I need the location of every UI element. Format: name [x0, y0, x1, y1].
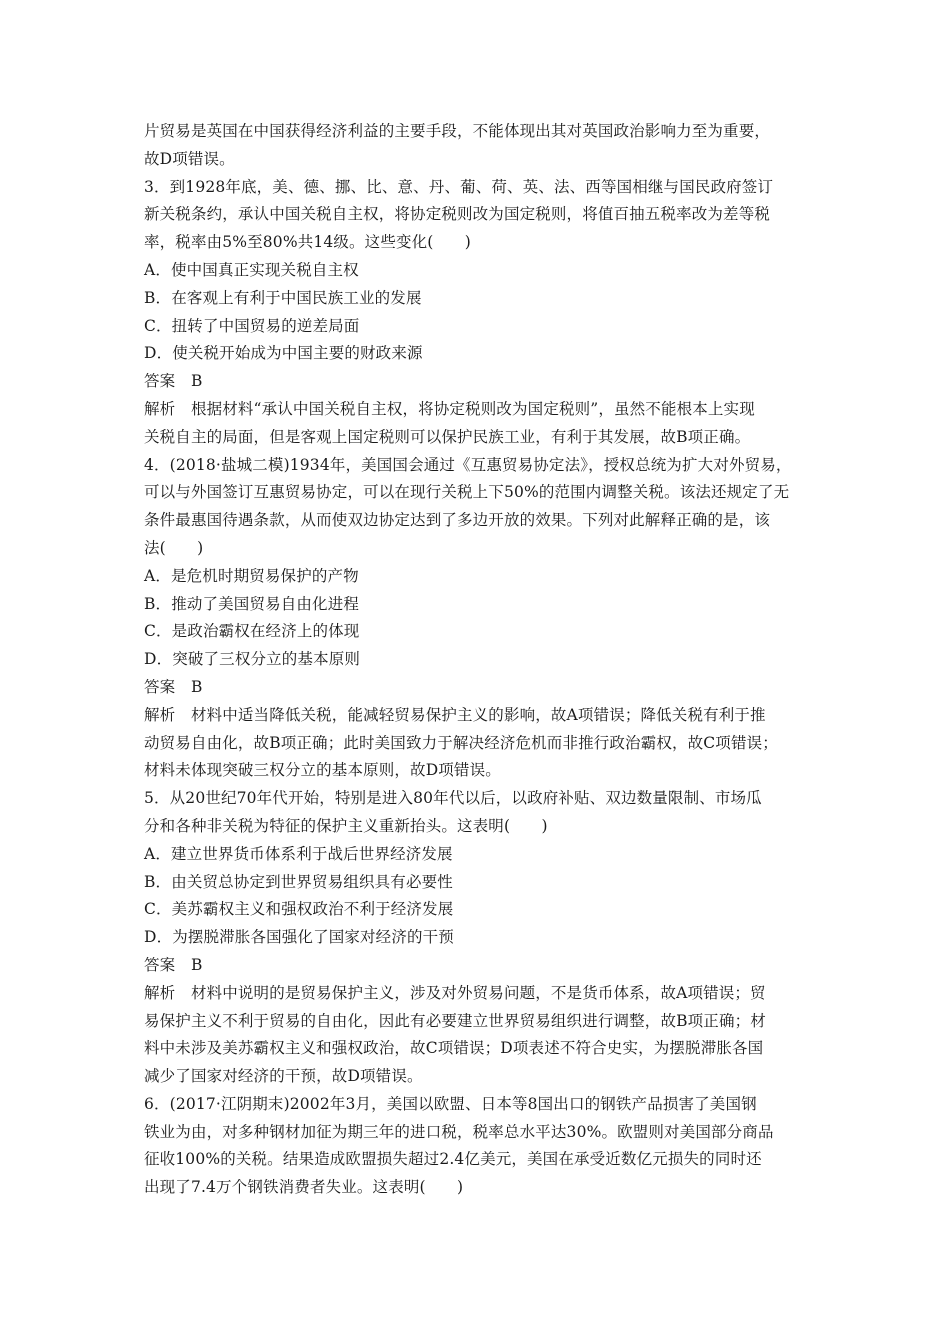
- text-line: 出现了7.4万个钢铁消费者失业。这表明( ): [144, 1178, 464, 1197]
- text-line: 易保护主义不利于贸易的自由化，因此有必要建立世界贸易组织进行调整，故B项正确；材: [144, 1011, 766, 1030]
- text-line: 片贸易是英国在中国获得经济利益的主要手段，不能体现出其对英国政治影响力至为重要，: [144, 122, 771, 140]
- text-line: 故D项错误。: [144, 149, 235, 168]
- text-line: 动贸易自由化，故B项正确；此时美国致力于解决经济危机而非推行政治霸权，故C项错误；: [144, 733, 778, 752]
- text-line: 新关税条约，承认中国关税自主权，将协定税则改为国定税则，将值百抽五税率改为差等税: [144, 205, 771, 224]
- text-line: 条件最惠国待遇条款，从而使双边协定达到了多边开放的效果。下列对此解释正确的是，该: [144, 511, 771, 530]
- option-b: B．推动了美国贸易自由化进程: [144, 594, 359, 613]
- text-line: 减少了国家对经济的干预，故D项错误。: [144, 1067, 423, 1086]
- question-6-stem: 6．(2017·江阴期末)2002年3月，美国以欧盟、日本等8国出口的钢铁产品损害了美国钢: [144, 1094, 757, 1113]
- option-a: A．是危机时期贸易保护的产物: [144, 566, 359, 585]
- option-b: B．在客观上有利于中国民族工业的发展: [144, 288, 422, 307]
- option-c: C．扭转了中国贸易的逆差局面: [144, 316, 360, 335]
- text-line: 征收100%的关税。结果造成欧盟损失超过2.4亿美元，美国在承受近数亿元损失的同时还: [144, 1150, 762, 1169]
- document-page: [144, 118, 824, 1202]
- option-c: C．美苏霸权主义和强权政治不利于经济发展: [144, 900, 454, 919]
- text-line: 关税自主的局面，但是客观上国定税则可以保护民族工业，有利于其发展，故B项正确。: [144, 427, 751, 446]
- question-3-stem: 3．到1928年底，美、德、挪、比、意、丹、葡、荷、英、法、西等国相继与国民政府签订: [144, 177, 774, 196]
- text-line: 料中未涉及美苏霸权主义和强权政治，故C项错误；D项表述不符合史实，为摆脱滞胀各国: [144, 1039, 764, 1058]
- analysis-line: 解析 材料中适当降低关税，能减轻贸易保护主义的影响，故A项错误；降低关税有利于推: [144, 705, 766, 724]
- answer-line: 答案 B: [144, 955, 203, 974]
- text-line: 可以与外国签订互惠贸易协定，可以在现行关税上下50%的范围内调整关税。该法还规定了无: [144, 483, 790, 502]
- question-5-stem: 5．从20世纪70年代开始，特别是进入80年代以后，以政府补贴、双边数量限制、市场瓜: [144, 789, 762, 808]
- option-d: D．使关税开始成为中国主要的财政来源: [144, 344, 423, 363]
- text-line: 材料未体现突破三权分立的基本原则，故D项错误。: [144, 761, 501, 780]
- analysis-line: 解析 材料中说明的是贸易保护主义，涉及对外贸易问题，不是货币体系，故A项错误；贸: [144, 983, 766, 1002]
- option-b: B．由关贸总协定到世界贸易组织具有必要性: [144, 872, 453, 891]
- option-d: D．为摆脱滞胀各国强化了国家对经济的干预: [144, 928, 454, 947]
- text-line: 法( ): [144, 538, 204, 557]
- option-a: A．使中国真正实现关税自主权: [144, 260, 359, 279]
- text-line: 铁业为由，对多种钢材加征为期三年的进口税，税率总水平达30%。欧盟则对美国部分商品: [144, 1122, 774, 1141]
- answer-line: 答案 B: [144, 677, 203, 696]
- text-line: 率，税率由5%至80%共14级。这些变化( ): [144, 233, 471, 252]
- option-a: A．建立世界货币体系利于战后世界经济发展: [144, 844, 453, 863]
- question-4-stem: 4．(2018·盐城二模)1934年，美国国会通过《互惠贸易协定法》，授权总统为扩大对外贸易，: [144, 455, 792, 474]
- analysis-line: 解析 根据材料“承认中国关税自主权，将协定税则改为国定税则”，虽然不能根本上实现: [144, 399, 755, 418]
- option-c: C．是政治霸权在经济上的体现: [144, 622, 360, 641]
- answer-line: 答案 B: [144, 372, 203, 391]
- text-line: 分和各种非关税为特征的保护主义重新抬头。这表明( ): [144, 816, 548, 835]
- option-d: D．突破了三权分立的基本原则: [144, 650, 361, 669]
